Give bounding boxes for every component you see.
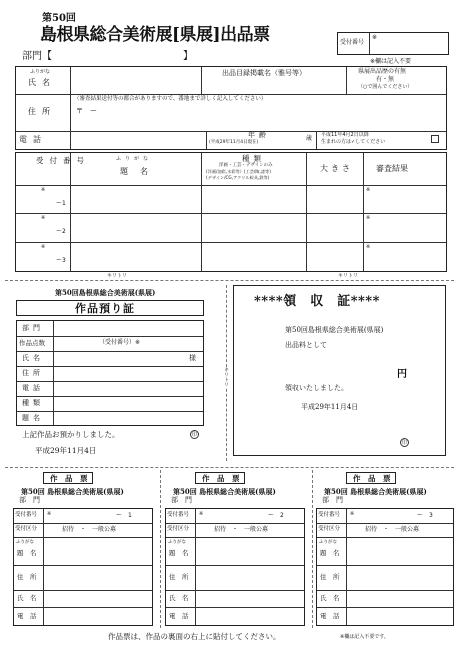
ticket-1-furigana: ふりがな [16, 540, 34, 545]
ticket-3-furigana: ふりがな [319, 540, 337, 545]
works-table [15, 152, 447, 272]
custody-title-box [16, 300, 204, 316]
receipt-date: 平成29年11月4日 [301, 403, 359, 411]
ticket-2-title-field[interactable] [197, 539, 303, 564]
age-unit: 歳 [306, 135, 313, 142]
receipt-seal: 印 [401, 440, 407, 446]
ticket-2 [161, 472, 308, 629]
footer-note: 作品票は、作品の裏面の右上に貼付してください。 [108, 632, 281, 641]
custody-phone-label: 電話 [22, 384, 44, 392]
row1-result-mark: ※ [366, 187, 371, 193]
age-field[interactable] [274, 133, 304, 147]
custody-kind-label: 種類 [22, 399, 44, 407]
row2-result-mark: ※ [366, 215, 371, 221]
custody-seal: 印 [191, 432, 197, 438]
ticket-3-address-label: 住 所 [320, 573, 340, 581]
receipt-number-label: 受付番号 [340, 39, 365, 46]
ticket-2-title-label: 題 名 [169, 549, 189, 557]
ticket-2-mark: ※ [199, 511, 204, 517]
col-title: 題名 [120, 167, 160, 176]
ticket-1-name-label: 氏 名 [17, 594, 37, 602]
furigana-label: ふりがな [30, 69, 51, 75]
row2-mark: ※ [41, 215, 46, 221]
receipt-line-1: 第50回島根県総合美術展(県展) [285, 326, 384, 334]
custody-title-label: 題名 [22, 414, 44, 422]
page-title: 島根県総合美術展[県展]出品票 [40, 25, 270, 45]
ticket-2-title: 作 品 票 [202, 474, 240, 483]
ticket-1-kind-options[interactable]: 招待 ・ 一般公募 [62, 526, 117, 533]
col-size: 大きさ [320, 164, 353, 173]
custody-count-label: 作品点数 [19, 339, 45, 347]
ticket-3-kind-label: 受付区分 [318, 526, 341, 532]
ticket-3-phone-label: 電 話 [320, 612, 340, 620]
receipt-number-mark: ※ [372, 34, 378, 41]
cut-label-vertical: キリトリ [223, 367, 229, 387]
receipt-box [233, 285, 446, 456]
ticket-3-mark: ※ [350, 511, 355, 517]
name-label: 氏名 [28, 78, 56, 87]
applicant-table [15, 66, 447, 150]
edition-label: 第50回 [42, 13, 76, 24]
exhibit-history-label: 県展出品歴の有無 [358, 68, 407, 75]
col-kind-note-1: 洋画・工芸・デザインのみ [219, 163, 273, 168]
ticket-2-name-label: 氏 名 [169, 594, 189, 602]
ticket-3-dept: 部 門 [322, 496, 343, 504]
custody-sama: 様 [189, 354, 196, 362]
exhibit-history-note: （○で囲んでください） [358, 84, 413, 90]
cut-label-2: キリトリ [338, 273, 359, 279]
ticket-2-address-label: 住 所 [169, 573, 189, 581]
ticket-1-address-label: 住 所 [17, 573, 37, 581]
ticket-3-title-field[interactable] [348, 539, 452, 564]
custody-receipt-note: （受付番号）※ [99, 339, 141, 346]
col-kind-note-2: (洋画/油彩,水彩等）(工芸/陶,漆等) [206, 169, 271, 174]
row3-mark: ※ [41, 244, 46, 250]
phone-label: 電話 [19, 135, 47, 144]
custody-dept-label: 部門 [22, 324, 44, 332]
youth-checkbox[interactable] [431, 135, 439, 143]
ticket-3-name-label: 氏 名 [320, 594, 340, 602]
cut-line-1 [5, 280, 454, 281]
custody-heading: 第50回島根県総合美術展(県展) [55, 288, 156, 297]
postal-code: 〒 ー [76, 107, 97, 115]
age-note: (平成29年11月4日現在) [209, 140, 259, 145]
address-note: （審査結果送付等の都合がありますので、番地まで詳しく記入してください） [74, 96, 267, 102]
ticket-1-mark: ※ [47, 511, 52, 517]
receipt-title: ****領 収 証**** [254, 294, 380, 309]
catalog-name-field[interactable] [203, 79, 344, 93]
footer-small-note: ※欄は記入不要です。 [340, 634, 389, 640]
custody-name-label: 氏名 [22, 354, 44, 362]
ticket-1 [9, 472, 156, 629]
dept-close: 】 [183, 51, 193, 62]
born-note-2: 生まれの方は✓してください [321, 139, 386, 145]
ticket-1-title-label: 題 名 [17, 549, 37, 557]
ticket-1-title: 作 品 票 [50, 474, 88, 483]
custody-date: 平成29年11月4日 [35, 446, 97, 455]
dept-label: 部門【 [22, 51, 52, 62]
address-field[interactable] [72, 115, 442, 129]
ticket-1-number: ー 1 [116, 512, 132, 519]
address-label: 住所 [28, 107, 56, 116]
ticket-2-kind-label: 受付区分 [167, 526, 190, 532]
ticket-3 [312, 472, 459, 629]
ticket-2-furigana: ふりがな [168, 540, 186, 545]
ticket-3-kind-options[interactable]: 招待 ・ 一般公募 [365, 526, 420, 533]
custody-table [16, 320, 204, 426]
row3-title-field[interactable] [72, 244, 199, 269]
cut-label-1: キリトリ [107, 273, 128, 279]
name-field[interactable] [72, 69, 198, 92]
col-title-furigana: ふりがな [116, 156, 153, 162]
col-kind-note-3: (デザイン/CG,アクリル絵具,鉄等) [206, 175, 270, 180]
ticket-2-number: ー 2 [268, 512, 284, 519]
ticket-1-kind-label: 受付区分 [15, 526, 38, 532]
custody-title: 作品預り証 [75, 302, 135, 315]
born-note-1: 平成11年4月2日以降 [321, 132, 369, 138]
ticket-3-title: 作 品 票 [353, 474, 391, 483]
age-label: 年齢 [248, 131, 270, 139]
phone-field[interactable] [72, 133, 204, 147]
row1-mark: ※ [41, 187, 46, 193]
ticket-2-receipt-label: 受付番号 [167, 512, 190, 518]
row2-number: ー2 [56, 228, 66, 235]
custody-address-label: 住所 [22, 369, 44, 377]
receipt-line-3: 領収いたしました。 [285, 384, 348, 392]
ticket-1-title-field[interactable] [45, 539, 151, 564]
ticket-3-heading: 第50回 島根県総合美術展(県展) [324, 487, 427, 496]
cut-line-2 [5, 467, 454, 468]
receipt-number-box [337, 32, 449, 55]
custody-footer: 上記作品お預かりしました。 [22, 430, 120, 439]
ticket-1-phone-label: 電 話 [17, 612, 37, 620]
row1-number: ー1 [56, 200, 66, 207]
row3-result-mark: ※ [366, 244, 371, 250]
ticket-1-receipt-label: 受付番号 [15, 512, 38, 518]
ticket-2-kind-options[interactable]: 招待 ・ 一般公募 [214, 526, 269, 533]
catalog-name-label: 出品目録掲載名（雅号等） [222, 69, 306, 77]
col-result: 審査結果 [376, 164, 408, 173]
ticket-3-title-label: 題 名 [320, 549, 340, 557]
row2-title-field[interactable] [72, 215, 199, 240]
row3-number: ー3 [56, 257, 66, 264]
ticket-2-heading: 第50回 島根県総合美術展(県展) [173, 487, 276, 496]
ticket-2-phone-label: 電 話 [169, 612, 189, 620]
exhibit-history-options[interactable]: 有・無 [376, 76, 395, 83]
receipt-yen: 円 [397, 369, 407, 380]
header-note: ※欄は記入不要 [370, 58, 412, 65]
ticket-2-dept: 部 門 [171, 496, 192, 504]
ticket-1-heading: 第50回 島根県総合美術展(県展) [21, 487, 124, 496]
col-receipt-no: 受付番号 [36, 156, 90, 165]
row1-title-field[interactable] [72, 187, 199, 212]
ticket-3-receipt-label: 受付番号 [318, 512, 341, 518]
ticket-3-number: ー 3 [417, 512, 433, 519]
dept-field[interactable] [68, 50, 178, 63]
receipt-line-2: 出品料として [285, 341, 327, 349]
col-kind: 種類 [242, 154, 265, 163]
ticket-1-dept: 部 門 [19, 496, 40, 504]
